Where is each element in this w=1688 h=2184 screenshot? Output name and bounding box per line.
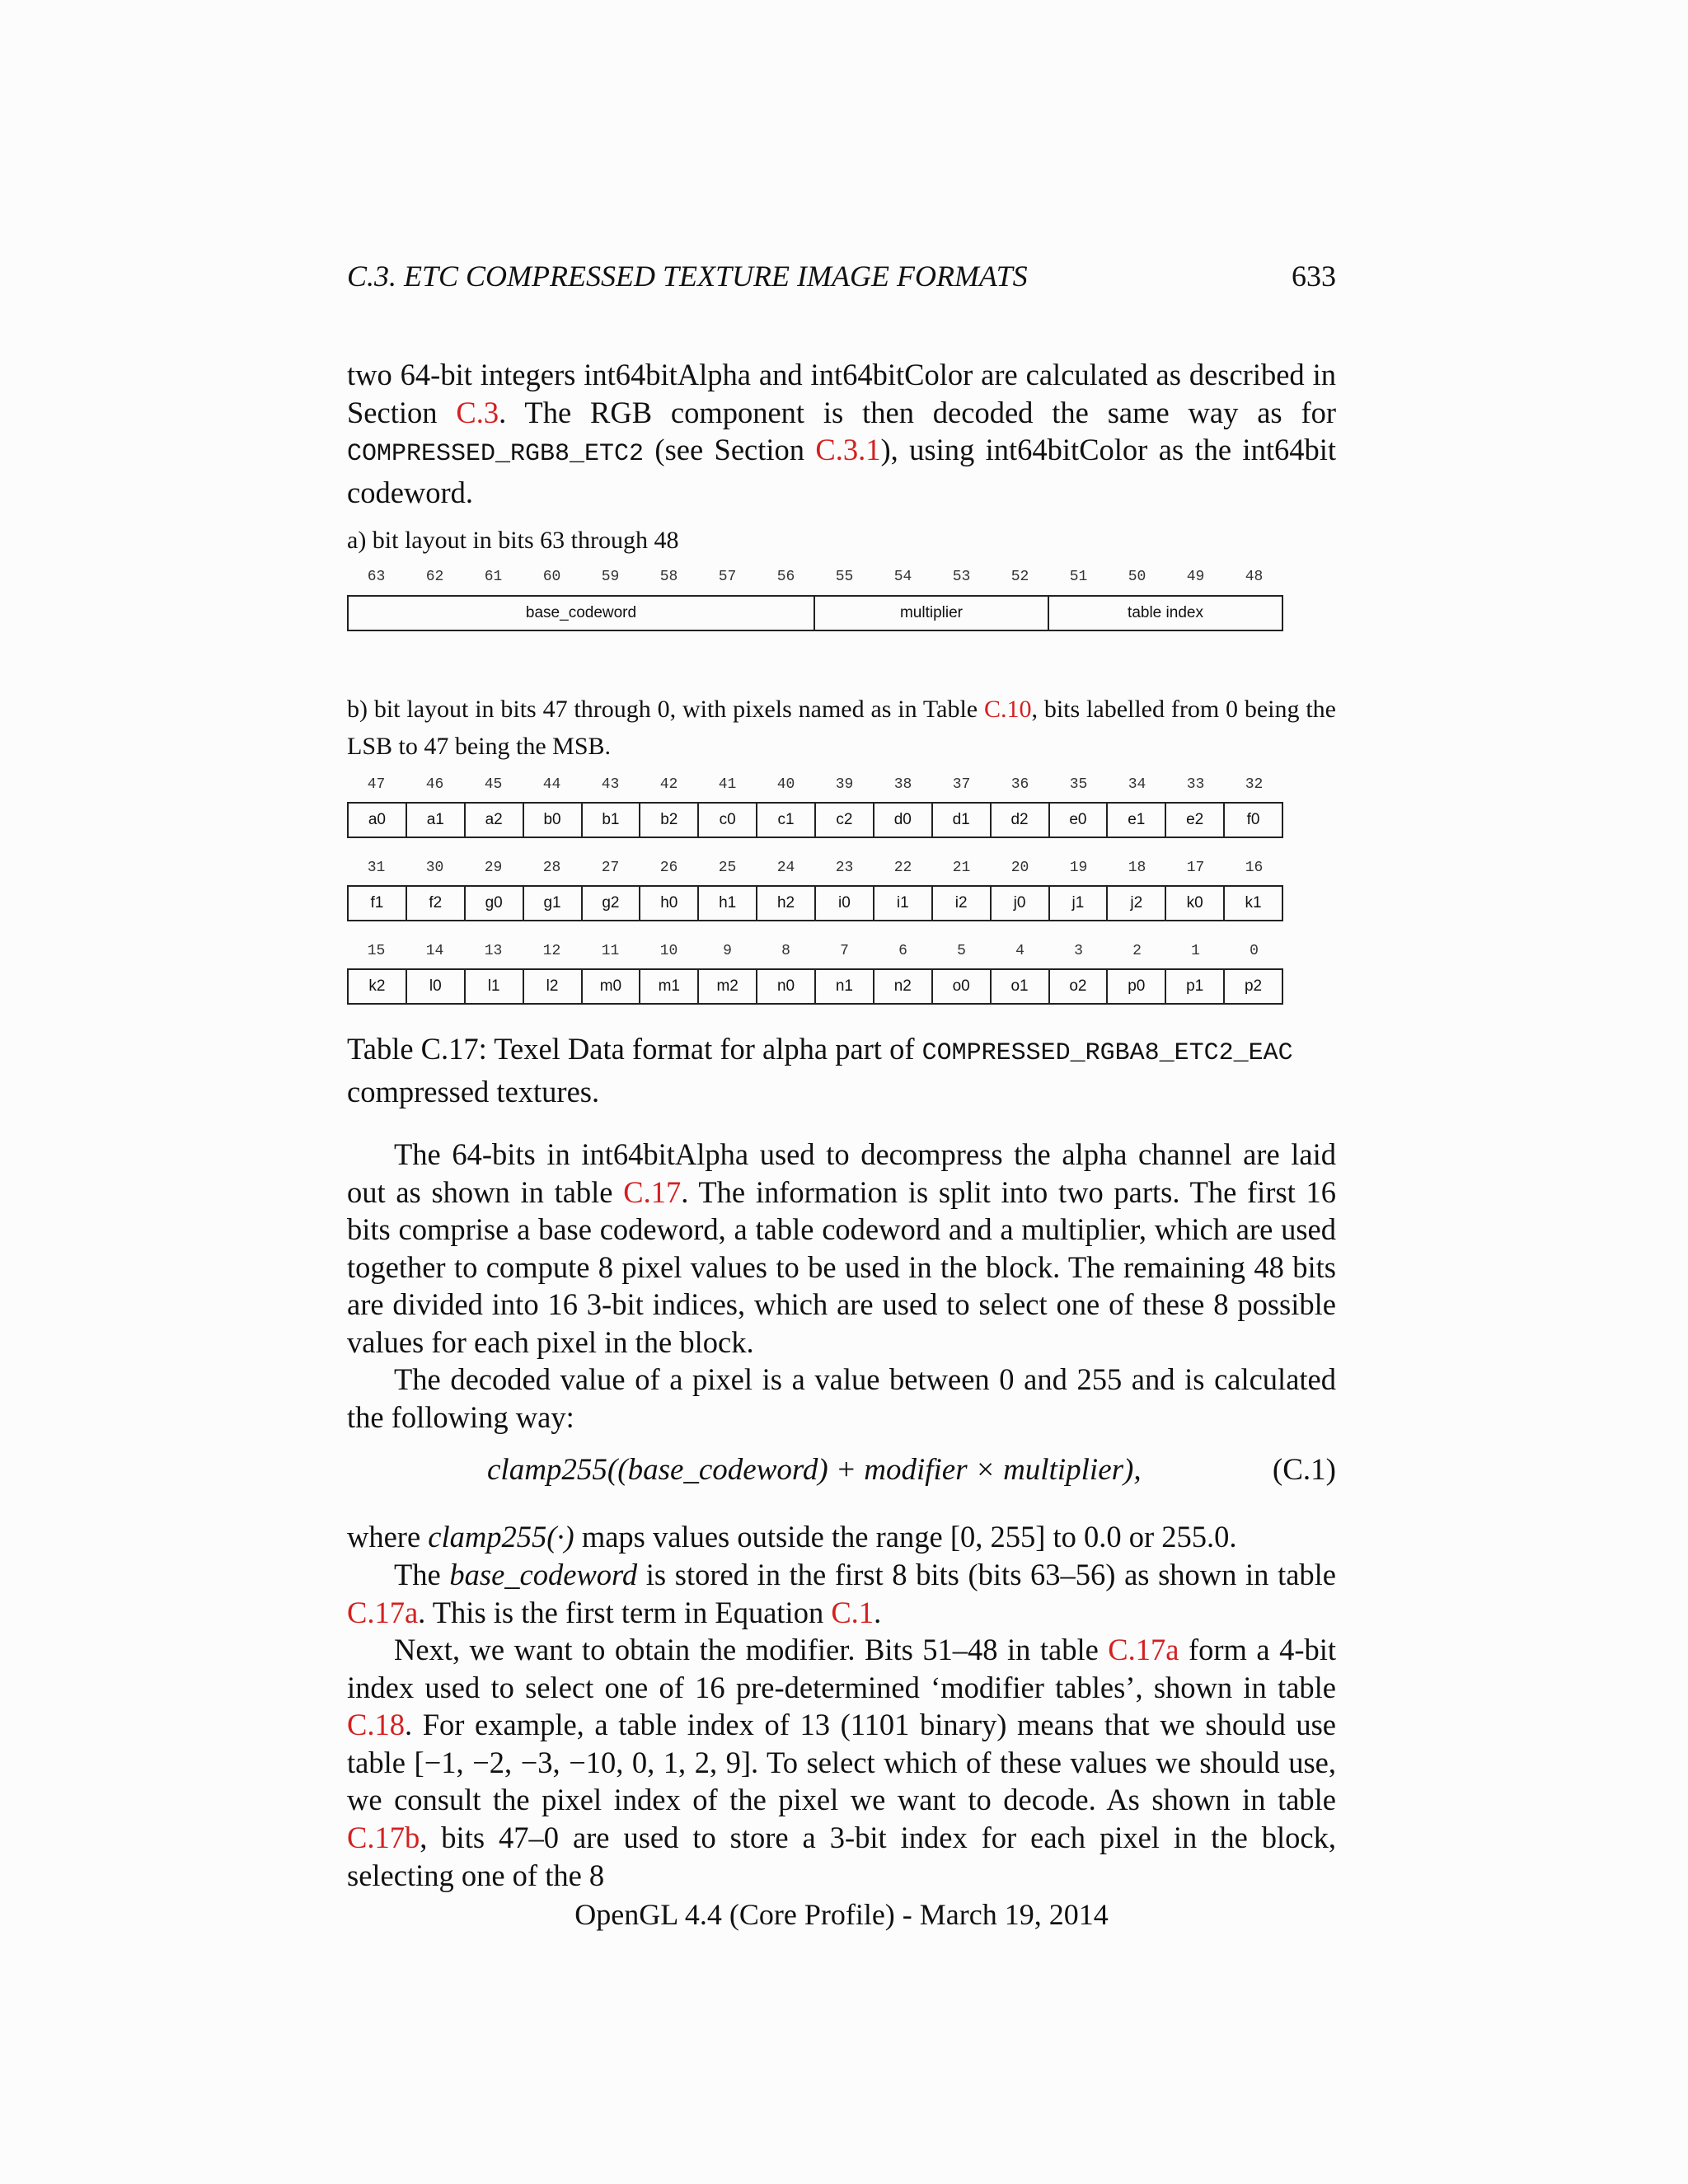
- bit-number: 10: [659, 943, 678, 959]
- bit-number: 60: [542, 569, 561, 585]
- bit-field-cell: n2: [874, 970, 933, 1003]
- bit-number: 51: [1069, 569, 1088, 585]
- bit-number: 8: [781, 943, 790, 959]
- bit-number: 41: [718, 776, 737, 793]
- header-title: C.3. ETC COMPRESSED TEXTURE IMAGE FORMATS: [347, 260, 1028, 293]
- bit-field-cell: k0: [1166, 887, 1225, 920]
- bit-number: 26: [659, 860, 678, 876]
- bit-field-cell: n0: [757, 970, 816, 1003]
- running-header: [347, 259, 1336, 300]
- bit-number: 32: [1245, 776, 1264, 793]
- bit-number: 58: [659, 569, 678, 585]
- bit-number: 61: [484, 569, 503, 585]
- bit-number: 24: [776, 860, 795, 876]
- bit-number: 53: [952, 569, 971, 585]
- bit-number: 56: [776, 569, 795, 585]
- bit-field-cell: j2: [1108, 887, 1166, 920]
- bit-field-cell: d1: [933, 804, 992, 837]
- bit-number: 0: [1250, 943, 1259, 959]
- bit-field-cell: a1: [407, 804, 466, 837]
- page-footer: OpenGL 4.4 (Core Profile) - March 19, 2014: [574, 1898, 1109, 1931]
- bit-number: 23: [835, 860, 854, 876]
- bit-number-row: [347, 943, 1285, 968]
- bit-number: 40: [776, 776, 795, 793]
- bit-number: 54: [893, 569, 912, 585]
- bit-field-cell: i0: [816, 887, 874, 920]
- bit-field-cell: f0: [1246, 811, 1260, 828]
- body-paragraph-2: The decoded value of a pixel is a value between 0 and 255 and is calculated the following way:: [347, 1362, 1336, 1434]
- figure-b-caption: b) bit layout in bits 47 through 0, with pixels named as in Table C.10, bits labelled from 0 being the LSB to 47 being the MSB.: [347, 696, 1337, 760]
- bit-field-cell: g1: [524, 887, 583, 920]
- ref-link[interactable]: C.3.1: [815, 433, 881, 467]
- bit-field-cell: o0: [933, 970, 992, 1003]
- ref-link[interactable]: C.3: [456, 395, 499, 429]
- ref-link[interactable]: C.10: [983, 696, 1032, 723]
- bit-number: 35: [1069, 776, 1088, 793]
- bit-field-cell: i1: [874, 887, 933, 920]
- bit-layout-b-row: [347, 968, 1283, 1005]
- ref-link[interactable]: C.17a: [347, 1595, 419, 1629]
- bit-number: 62: [425, 569, 444, 585]
- ref-link[interactable]: C.17: [623, 1174, 682, 1209]
- bit-number: 17: [1186, 860, 1205, 876]
- equation-expression: clamp255((base_codeword) + modifier × multiplier),: [487, 1453, 1142, 1487]
- bit-field-cell: f1: [349, 887, 407, 920]
- bit-number: 19: [1069, 860, 1088, 876]
- bit-number-row: [347, 776, 1285, 801]
- table-caption: Table C.17: Texel Data format for alpha part of COMPRESSED_RGBA8_ETC2_EAC compressed textures.: [347, 1032, 1293, 1108]
- bit-number: 43: [601, 776, 620, 793]
- bit-field-cell: j0: [992, 887, 1050, 920]
- ref-link[interactable]: C.1: [831, 1595, 874, 1629]
- ref-link[interactable]: C.18: [347, 1708, 405, 1742]
- bit-field-cell: k1: [1245, 894, 1262, 912]
- bit-field-cell: l2: [524, 970, 583, 1003]
- bit-layout-a: [347, 595, 1283, 631]
- bit-number: 59: [601, 569, 620, 585]
- bit-number: 15: [367, 943, 386, 959]
- bit-field-cell: h1: [699, 887, 757, 920]
- bit-field-cell: g0: [466, 887, 524, 920]
- bit-number: 20: [1010, 860, 1029, 876]
- bit-number: 21: [952, 860, 971, 876]
- bit-number: 6: [898, 943, 907, 959]
- page-number: 633: [1292, 260, 1336, 293]
- bit-number: 37: [952, 776, 971, 793]
- bit-number: 47: [367, 776, 386, 793]
- bit-layout-b-row: [347, 885, 1283, 921]
- bit-number: 18: [1128, 860, 1146, 876]
- bit-field-cell: c2: [816, 804, 874, 837]
- bit-number: 16: [1245, 860, 1264, 876]
- bit-field-cell: o2: [1050, 970, 1109, 1003]
- bit-field-cell: table index: [1128, 604, 1203, 621]
- bit-number: 1: [1191, 943, 1200, 959]
- bit-number-row: [347, 569, 1285, 593]
- bit-field-cell: e0: [1050, 804, 1109, 837]
- bit-number: 14: [425, 943, 444, 959]
- bit-field-cell: p0: [1108, 970, 1166, 1003]
- bit-number: 5: [957, 943, 966, 959]
- bit-field-cell: m1: [640, 970, 699, 1003]
- bit-number: 63: [367, 569, 386, 585]
- bit-number: 45: [484, 776, 503, 793]
- bit-number: 28: [542, 860, 561, 876]
- bit-number: 57: [718, 569, 737, 585]
- bit-field-cell: j1: [1050, 887, 1109, 920]
- body-paragraph-3: where clamp255(·) maps values outside the range [0, 255] to 0.0 or 255.0.: [347, 1520, 1237, 1554]
- bit-field-cell: d0: [874, 804, 933, 837]
- bit-field-cell: d2: [992, 804, 1050, 837]
- bit-field-cell: h2: [757, 887, 816, 920]
- bit-field-cell: b1: [583, 804, 641, 837]
- intro-paragraph: two 64-bit integers int64bitAlpha and int64bitColor are calculated as described in Section C.3. The RGB component is then decoded the same way as for COMPRESSED_RGB8_ETC2 (see Section C.3.1), using int64bitColor as the int64bit codeword.: [347, 358, 1337, 509]
- equation-label: (C.1): [1272, 1453, 1336, 1487]
- bit-field-cell: e1: [1108, 804, 1166, 837]
- bit-number: 44: [542, 776, 561, 793]
- bit-number: 48: [1245, 569, 1264, 585]
- bit-number: 4: [1015, 943, 1025, 959]
- body-paragraph-5: Next, we want to obtain the modifier. Bits 51–48 in table C.17a form a 4-bit index used to select one of 16 pre-determined ‘modifier tables’, shown in table C.18. For example, a table index of 13 (1101 binary) means that we should use table [−1, −2, −3, −10, 0, 1, 2, 9]. To select which of these values we should use, we consult the pixel index of the pixel we want to decode. As shown in table C.17b, bits 47–0 are used to store a 3-bit index for each pixel in the block, selecting one of the 8: [347, 1633, 1336, 1892]
- bit-number: 13: [484, 943, 503, 959]
- bit-field-cell: a0: [349, 804, 407, 837]
- figure-a-caption: a) bit layout in bits 63 through 48: [347, 527, 679, 554]
- ref-link[interactable]: C.17a: [1108, 1633, 1179, 1666]
- equation: [347, 1452, 1336, 1493]
- bit-number: 9: [723, 943, 732, 959]
- bit-field-cell: m2: [699, 970, 757, 1003]
- body-paragraph-1: The 64-bits in int64bitAlpha used to decompress the alpha channel are laid out as shown in table C.17. The information is split into two parts. The first 16 bits comprise a base codeword, a table codeword and a multiplier, which are used together to compute 8 pixel values to be used in the block. The remaining 48 bits are divided into 16 3-bit indices, which are used to select one of these 8 possible values for each pixel in the block.: [347, 1137, 1337, 1359]
- bit-field-cell: b2: [640, 804, 699, 837]
- bit-field-cell: l1: [466, 970, 524, 1003]
- bit-number: 29: [484, 860, 503, 876]
- bit-number: 33: [1186, 776, 1205, 793]
- bit-number-row: [347, 860, 1285, 884]
- bit-field-cell: l0: [407, 970, 466, 1003]
- bit-field-cell: g2: [583, 887, 641, 920]
- bit-number: 12: [542, 943, 561, 959]
- body-paragraph-4: The base_codeword is stored in the first 8 bits (bits 63–56) as shown in table C.17a. This is the first term in Equation C.1.: [347, 1558, 1337, 1629]
- ref-link[interactable]: C.17b: [347, 1820, 420, 1854]
- bit-number: 55: [835, 569, 854, 585]
- bit-number: 38: [893, 776, 912, 793]
- bit-field-cell: f2: [407, 887, 466, 920]
- bit-number: 11: [601, 943, 620, 959]
- code-token: COMPRESSED_RGBA8_ETC2_EAC: [921, 1039, 1293, 1067]
- bit-number: 31: [367, 860, 386, 876]
- bit-field-cell: m0: [583, 970, 641, 1003]
- bit-number: 36: [1010, 776, 1029, 793]
- bit-field-cell: e2: [1166, 804, 1225, 837]
- bit-field-cell: i2: [933, 887, 992, 920]
- bit-number: 22: [893, 860, 912, 876]
- bit-number: 50: [1128, 569, 1146, 585]
- bit-field-cell: b0: [524, 804, 583, 837]
- bit-number: 34: [1128, 776, 1146, 793]
- bit-number: 3: [1074, 943, 1083, 959]
- bit-field-cell: h0: [640, 887, 699, 920]
- bit-number: 49: [1186, 569, 1205, 585]
- code-token: COMPRESSED_RGB8_ETC2: [347, 440, 645, 469]
- bit-number: 27: [601, 860, 620, 876]
- bit-field-cell: c0: [699, 804, 757, 837]
- bit-number: 30: [425, 860, 444, 876]
- bit-layout-b-row: [347, 802, 1283, 838]
- bit-field-cell: p1: [1166, 970, 1225, 1003]
- bit-field-cell: multiplier: [815, 597, 1049, 630]
- bit-field-cell: a2: [466, 804, 524, 837]
- bit-field-cell: base_codeword: [349, 597, 815, 630]
- bit-number: 39: [835, 776, 854, 793]
- bit-field-cell: n1: [816, 970, 874, 1003]
- bit-field-cell: o1: [992, 970, 1050, 1003]
- bit-number: 52: [1010, 569, 1029, 585]
- bit-field-cell: c1: [757, 804, 816, 837]
- bit-number: 46: [425, 776, 444, 793]
- bit-number: 25: [718, 860, 737, 876]
- bit-field-cell: p2: [1244, 977, 1263, 995]
- bit-number: 2: [1132, 943, 1142, 959]
- bit-number: 42: [659, 776, 678, 793]
- bit-number: 7: [840, 943, 849, 959]
- bit-field-cell: k2: [349, 970, 407, 1003]
